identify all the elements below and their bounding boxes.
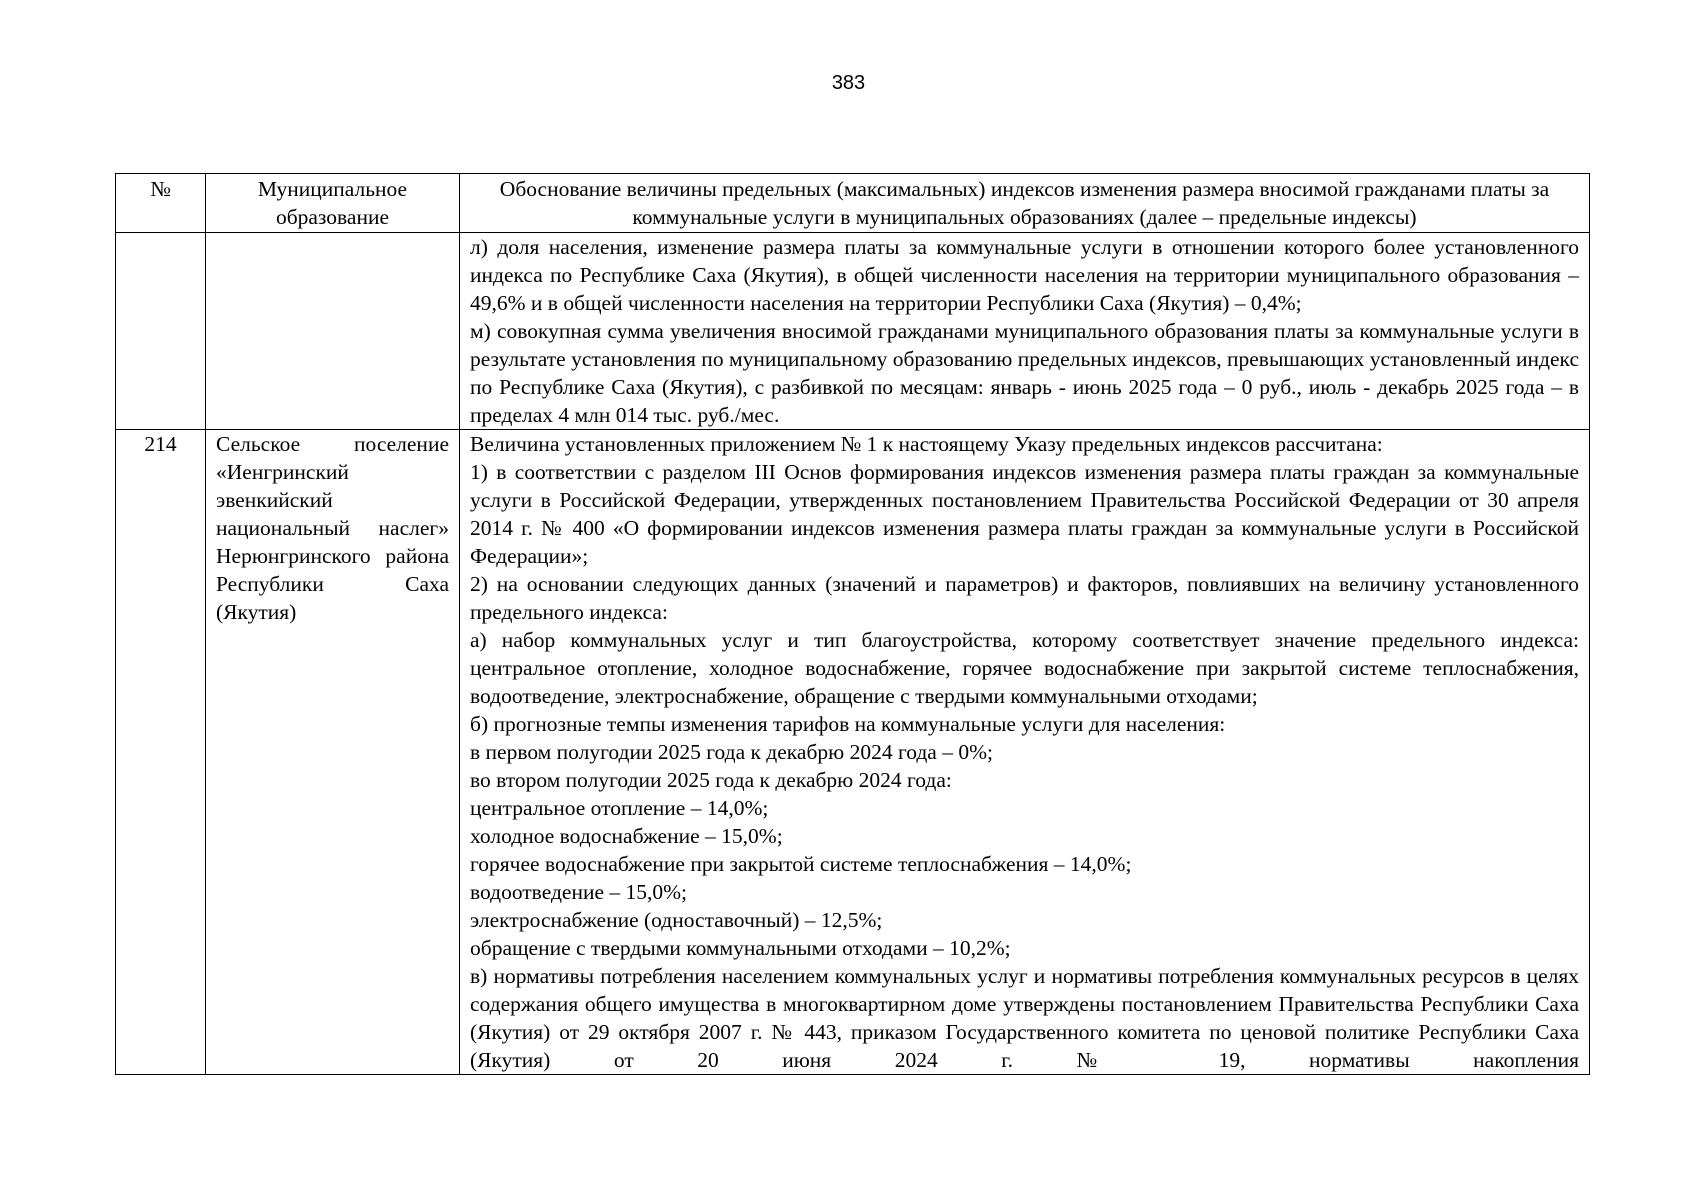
table-header-row — [116, 174, 1590, 233]
tariff-sewerage: водоотведение – 15,0%; — [470, 880, 688, 904]
table-row — [116, 430, 1590, 1075]
paragraph-first-half: в первом полугодии 2025 года к декабрю 2024 года – 0%; — [470, 740, 993, 764]
paragraph-b: б) прогнозные темпы изменения тарифов на коммунальные услуги для населения: — [470, 712, 1226, 736]
tariff-hot-water: горячее водоснабжение при закрытой системе теплоснабжения – 14,0%; — [470, 852, 1132, 876]
row-municipality — [206, 233, 460, 430]
paragraph-1: 1) в соответствии с разделом III Основ формирования индексов изменения размера платы граждан за коммунальные услуги в Российской Федерации, утвержденных постановлением Правительства Российской Федерации от 30 апреля 2014 г. № 400 «О формировании индексов изменения размера платы граждан за коммунальные услуги в Российской Федерации»; — [470, 460, 1579, 568]
paragraph-m: м) совокупная сумма увеличения вносимой гражданами муниципального образования платы за коммунальные услуги в результате установления по муниципальному образованию предельных индексов, превышающих установленный индекс по Республике Саха (Якутия), с разбивкой по месяцам: январь - июнь 2025 года – 0 руб., июль - декабрь 2025 года – в пределах 4 млн 014 тыс. руб./мес. — [470, 319, 1579, 427]
table-row — [116, 233, 1590, 430]
header-justification: Обоснование величины предельных (максимальных) индексов изменения размера вносимой гражданами платы за коммунальные услуги в муниципальных образованиях (далее – предельные индексы) — [460, 174, 1590, 233]
row-justification — [460, 233, 1590, 430]
tariff-electricity: электроснабжение (одноставочный) – 12,5%; — [470, 908, 883, 932]
row-justification — [460, 430, 1590, 1075]
header-municipality: Муниципальное образование — [206, 174, 460, 233]
paragraph-l: л) доля населения, изменение размера платы за коммунальные услуги в отношении которого более установленного индекса по Республике Саха (Якутия), в общей численности населения на территории муниципального образования – 49,6% и в общей численности населения на территории Республики Саха (Якутия) – 0,4%; — [470, 235, 1579, 315]
tariff-waste: обращение с твердыми коммунальными отходами – 10,2%; — [470, 936, 1011, 960]
row-number — [116, 233, 206, 430]
paragraph-2: 2) на основании следующих данных (значений и параметров) и факторов, повлиявших на величину установленного предельного индекса: — [470, 572, 1579, 624]
paragraph-a: а) набор коммунальных услуг и тип благоустройства, которому соответствует значение предельного индекса: центральное отопление, холодное водоснабжение, горячее водоснабжение при закрытой системе теплоснабжения, водоотведение, электроснабжение, обращение с твердыми коммунальными отходами; — [470, 628, 1579, 708]
justification-table — [115, 173, 1590, 1075]
paragraph-v: в) нормативы потребления населением коммунальных услуг и нормативы потребления коммунальных ресурсов в целях содержания общего имущества в многоквартирном доме утверждены постановлением Правительства Республики Саха (Якутия) от 29 октября 2007 г. № 443, приказом Государственного комитета по ценовой политике Республики Саха (Якутия) от 20 июня 2024 г. № 19, нормативы накопления — [470, 964, 1579, 1072]
tariff-heating: центральное отопление – 14,0%; — [470, 796, 769, 820]
row-municipality: Сельское поселение «Иенгринский эвенкийский национальный наслег» Нерюнгринского района Республики Саха (Якутия) — [206, 430, 460, 1075]
page-number: 383 — [831, 72, 866, 94]
tariff-cold-water: холодное водоснабжение – 15,0%; — [470, 824, 783, 848]
row-number: 214 — [116, 430, 206, 1075]
paragraph-intro: Величина установленных приложением № 1 к настоящему Указу предельных индексов рассчитана: — [470, 432, 1383, 456]
header-number: № — [116, 174, 206, 233]
paragraph-second-half: во втором полугодии 2025 года к декабрю 2024 года: — [470, 768, 952, 792]
